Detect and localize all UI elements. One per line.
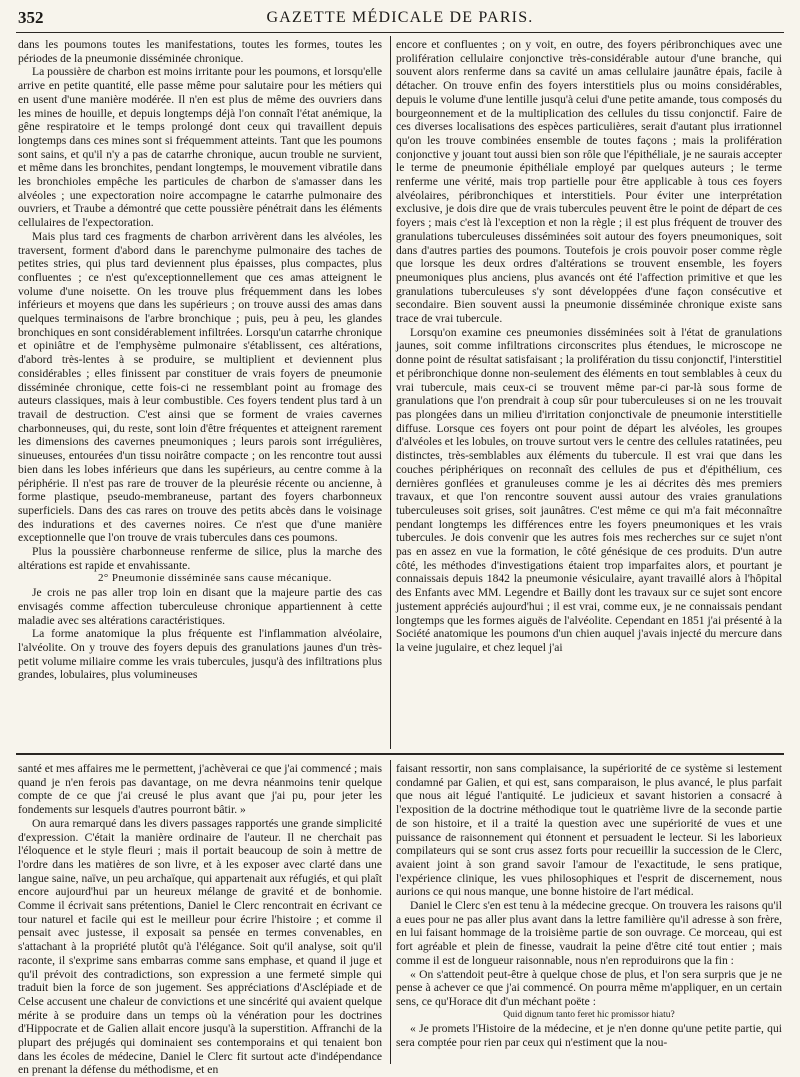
paragraph: Daniel le Clerc s'en est tenu à la médecine grecque. On trouvera les raisons qu'il a eues pour ne pas aller plus avant dans la lettre familière qu'il adresse à son frère, en lui faisant hommage de la troisième partie de son ouvrage. Ce morceau, qui est fort agréable et plein de finesse, vaudrait la peine d'être cité tout entier ; mais comme il est de longueur raisonnable, nous n'en reproduirons que la fin : [396, 899, 782, 967]
page-header [0, 6, 800, 32]
paragraph: Je crois ne pas aller trop loin en disant que la majeure partie des cas envisagés comme affection tuberculeuse chronique appartiennent à cette maladie avec ses altérations caractéristiques. [18, 586, 382, 627]
paragraph: Mais plus tard ces fragments de charbon arrivèrent dans les alvéoles, les traversent, forment d'abord dans le parenchyme pulmonaire des taches de petites stries, qui plus tard deviennent plus épaisses, plus compactes, plus confluentes ; ce n'est qu'exceptionnellement que ces amas atteignent le volume d'une noisette. On les trouve plus fréquemment dans les lobes inférieurs et moyens que dans les supérieurs ; on trouve aussi des amas dans quelques terminaisons de l'arbre bronchique ; puis, peu à peu, les glandes bronchiques en sont considérablement infiltrées. Lorsqu'un catarrhe chronique et opiniâtre et de l'emphysème pulmonaire s'établissent, ces altérations, d'abord très-lentes à se produire, se multiplient et deviennent plus considérables ; elles finissent par constituer de vrais foyers de pneumonie disséminée chronique, cette fois-ci ne ressemblant point au fromage des auteurs classiques, mais à leur combustible. Ces foyers tendent plus tard à un travail de destruction. C'est ainsi que se forment de vraies cavernes charbonneuses, qui, du reste, sont loin d'être fréquentes et atteignent rarement les dimensions des cavernes pneumoniques ; leurs parois sont irrégulières, sinueuses, entourées d'un tissu noirâtre compacte ; on les rencontre tout aussi bien dans les lobes inférieurs que dans les supérieurs, au centre comme à la périphérie. Il n'est pas rare de trouver de la pleurésie récente ou ancienne, à forme plastique, pseudo-membraneuse, partant des foyers charbonneux superficiels. Dans des cas rares on trouve des petits abcès dans le voisinage des indurations et des cavernes noires. Ce n'est que d'une manière exceptionnelle que l'on trouve de vrais tubercules dans ces poumons. [18, 229, 382, 545]
latin-quotation: Quid dignum tanto feret hic promissor hiatu? [503, 1009, 675, 1020]
paragraph: faisant ressortir, non sans complaisance, la supériorité de ce système si lestement condamné par Galien, et qui est, sans comparaison, le plus avancé, le plus parfait que nous ait légué l'antiquité. Le judicieux et savant historien a consacré à l'exposition de la doctrine méthodique tout le quatrième livre de la seconde partie de son histoire, et il a traité la question avec une supériorité de vues et une puissance de raisonnement qui étonnent et persuadent le lecteur. Si les laborieux compilateurs qui se sont crus assez forts pour recueillir la succession de le Clerc, avaient joint à son grand savoir l'amour de l'exactitude, le sens pratique, l'expérience clinique, les vues philosophiques et l'esprit de discernement, nous aurions ce qui nous manque, une bonne histoire de l'art médical. [396, 762, 782, 899]
upper-right-column [396, 38, 782, 748]
paragraph: dans les poumons toutes les manifestations, toutes les formes, toutes les périodes de la pneumonie disséminée chronique. [18, 38, 382, 65]
paragraph: « On s'attendoit peut-être à quelque chose de plus, et l'on sera surpris que je ne pense à achever ce que j'ai commencé. On pourra même m'appliquer, en un certain sens, ce qu'Horace dit d'un méchant poëte : [396, 967, 782, 1008]
upper-column-divider [390, 36, 391, 749]
paragraph: La forme anatomique la plus fréquente est l'inflammation alvéolaire, l'alvéolite. On y trouve des foyers depuis des granulations jaunes d'un très-petit volume miliaire comme les vrais tubercules, jusqu'à des infiltrations plus grandes, lobulaires, plus volumineuses [18, 627, 382, 682]
paragraph: La poussière de charbon est moins irritante pour les poumons, et lorsqu'elle arrive en petite quantité, elle passe même pour salutaire pour les métiers qui en usent d'une manière modérée. Il n'en est plus de même des ouvriers dans les mines de houille, et depuis longtemps déjà l'on connaît l'état anémique, la gêne respiratoire et le temps prolongé dont ceux qui travaillent depuis longtemps dans ces mines sont si fréquemment atteints. Tant que les poumons sont sains, et qu'il n'y a pas de catarrhe chronique, aucun trouble ne survient, et même dans les bronchites, pendant longtemps, le mouvement vibratile dans les bronchioles empêche les particules de charbon de s'amasser dans les alvéoles ; une expectoration noire accompagne le catarrhe pulmonaire des ouvriers, et Traube a démontré que cette poussière pénétrait dans les éléments cellulaires de l'expectoration. [18, 65, 382, 230]
lower-column-divider [390, 760, 391, 1064]
paragraph: On aura remarqué dans les divers passages rapportés une grande simplicité d'expression. C'était la manière ordinaire de l'auteur. Il ne cherchait pas l'éloquence et le style fleuri ; mais il portait beaucoup de soin à mettre de l'ordre dans les matières de son livre, et à les exposer avec clarté dans une langue saine, naïve, un peu archaïque, qui appartenait aux réfugiés, et qui plaît encore aujourd'hui par un heureux mélange de gravité et de bonhomie. Comme il écrivait sans prétentions, Daniel le Clerc rencontrait en écrivant ce tour naturel et facile qui est le meilleur pour écrire l'histoire ; et comme il pensait avec justesse, il exposait sa pensée en termes convenables, en s'attachant à la propriété plutôt qu'à l'élégance. Soit qu'il analyse, soit qu'il raconte, il s'exprime sans embarras comme sans emphase, et quand il juge et qu'il prévoit des contradictions, son expression a une fermeté simple qui traduit bien la force de son jugement. Ses appréciations d'Asclépiade et de Celse accusent une chaleur de convictions et une sincérité qui avaient quelque mérite à se produire dans un temps où la vénération pour les doctrines d'Hippocrate et de Galien allait encore jusqu'à la superstition. Affranchi de la plupart des préjugés qui dominaient ses contemporains et qui tenaient bon dans les écoles de médecine, Daniel le Clerc fit surtout acte d'indépendance en prenant la défense du méthodisme, et en [18, 816, 382, 1077]
lower-right-column [396, 762, 782, 1064]
page-number: 352 [18, 8, 44, 27]
lower-left-column [18, 762, 382, 1077]
header-rule [16, 32, 784, 33]
upper-left-column [18, 38, 382, 748]
paragraph: Plus la poussière charbonneuse renferme de silice, plus la marche des altérations est rapide et envahissante. [18, 545, 382, 572]
section-divider-rule [16, 753, 784, 755]
section-subheading: 2° Pneumonie disséminée sans cause mécanique. [98, 572, 332, 585]
paragraph: « Je promets l'Histoire de la médecine, et je n'en donne qu'une petite partie, qui sera comptée pour rien par ceux qui n'estiment que la nou- [396, 1022, 782, 1050]
paragraph: Lorsqu'on examine ces pneumonies disséminées soit à l'état de granulations jaunes, soit comme infiltrations circonscrites plus étendues, le microscope ne donne point de résultat satisfaisant ; la prolifération du tissu conjonctif, l'interstitiel et péribronchique donne non-seulement des éléments en tout semblables à ceux du vrai tubercule, mais ceux-ci se trouvent même par-ci par-là sous forme de granulations que l'on prendrait à coup sûr pour tuberculeuses si on ne les trouvait pas plongées dans un milieu d'irritation conjonctivale de pneumonie interstitielle diffuse. Lorsque ces foyers ont pour point de départ les alvéoles, les groupes d'alvéoles et les lobules, on trouve surtout vers le centre des cellules ratatinées, peu distinctes, très-semblables aux éléments du tubercule. Il est vrai que dans les couches périphériques on reconnaît des cellules de pus et d'épithélium, ces dernières gonflées et granuleuses comme je les ai décrites dès mes premiers travaux, et que l'on rencontre souvent aussi autour des vraies granulations tuberculeuses soit grises, soit jaunâtres. C'est même ce qui m'a fait méconnaître pendant longtemps les différences entre les foyers pneumoniques et les vrais tubercules. Je dois convenir que les autres fois mes recherches sur ce sujet n'ont pas en assez en vue la formation, le côté génésique de ces produits. D'un autre côté, les méthodes d'investigations étaient trop imparfaites alors, et pourtant je connaissais depuis 1842 la pneumonie vésiculaire, ayant travaillé alors à l'hôpital des Enfants avec MM. Legendre et Bailly dont les travaux sur ce sujet sont encore justement appréciés aujourd'hui ; il est vrai, comme eux, je ne connaissais pendant longtemps que les formes aiguës de l'alvéolite. Cependant en 1851 j'ai présenté à la Société anatomique les poumons d'un chien auquel j'avais injecté du mercure dans la veine jugulaire, et chez lequel j'ai [396, 325, 783, 654]
journal-title: GAZETTE MÉDICALE DE PARIS. [266, 9, 534, 26]
paragraph: encore et confluentes ; on y voit, en outre, des foyers péribronchiques avec une prolifération cellulaire conjonctive très-considérable autour d'une branche, qui souvent alors renferme dans sa cavité un amas cellulaire jaunâtre épais, facile à détacher. On trouve enfin des foyers interstitiels plus ou moins considérables, depuis le volume d'une lentille jusqu'à celui d'une petite amande, tous composés du bourgeonnement et de la multiplication des cellules du tissu conjonctif. Faire de ces diverses localisations des espèces particulières, serait d'autant plus irrationnel qu'on les trouve combinées ensemble de toutes façons ; mais la prolifération conjonctive y jouant tout aussi bien son rôle que l'épithéliale, je ne saurais accepter le terme de pneumonie épithéliale employé par quelques auteurs ; le terme renferme une vérité, mais trop partielle pour être applicable à tous ces foyers alvéolaires, péribronchiques et interstitiels. Pour éviter une interprétation exclusive, je dois dire que de vrais tubercules peuvent être le point de départ de ces foyers ; mais c'est là l'exception et non la règle ; il est plus fréquent de trouver des granulations tuberculeuses disséminées soit autour des foyers pneumoniques, soit dans d'autres parties des poumons. Toutefois je crois pouvoir poser comme règle que lorsque les deux ordres d'altérations se trouvent ensemble, les foyers pneumoniques plus anciens, plus avancés ont été l'affection primitive et que les granulations tuberculeuses s'y sont développées d'une façon consécutive et secondaire. Bien souvent aussi la pneumonie disséminée chronique existe sans trace de vrai tubercule. [396, 38, 782, 326]
paragraph: santé et mes affaires me le permettent, j'achèverai ce que j'ai commencé ; mais quand je n'en ferois pas davantage, on me devra néanmoins tenir quelque compte de ce que j'ai creusé le plus avant que j'ai pu, pour jeter les fondements sur lesquels d'autres pourront bâtir. » [18, 762, 382, 817]
